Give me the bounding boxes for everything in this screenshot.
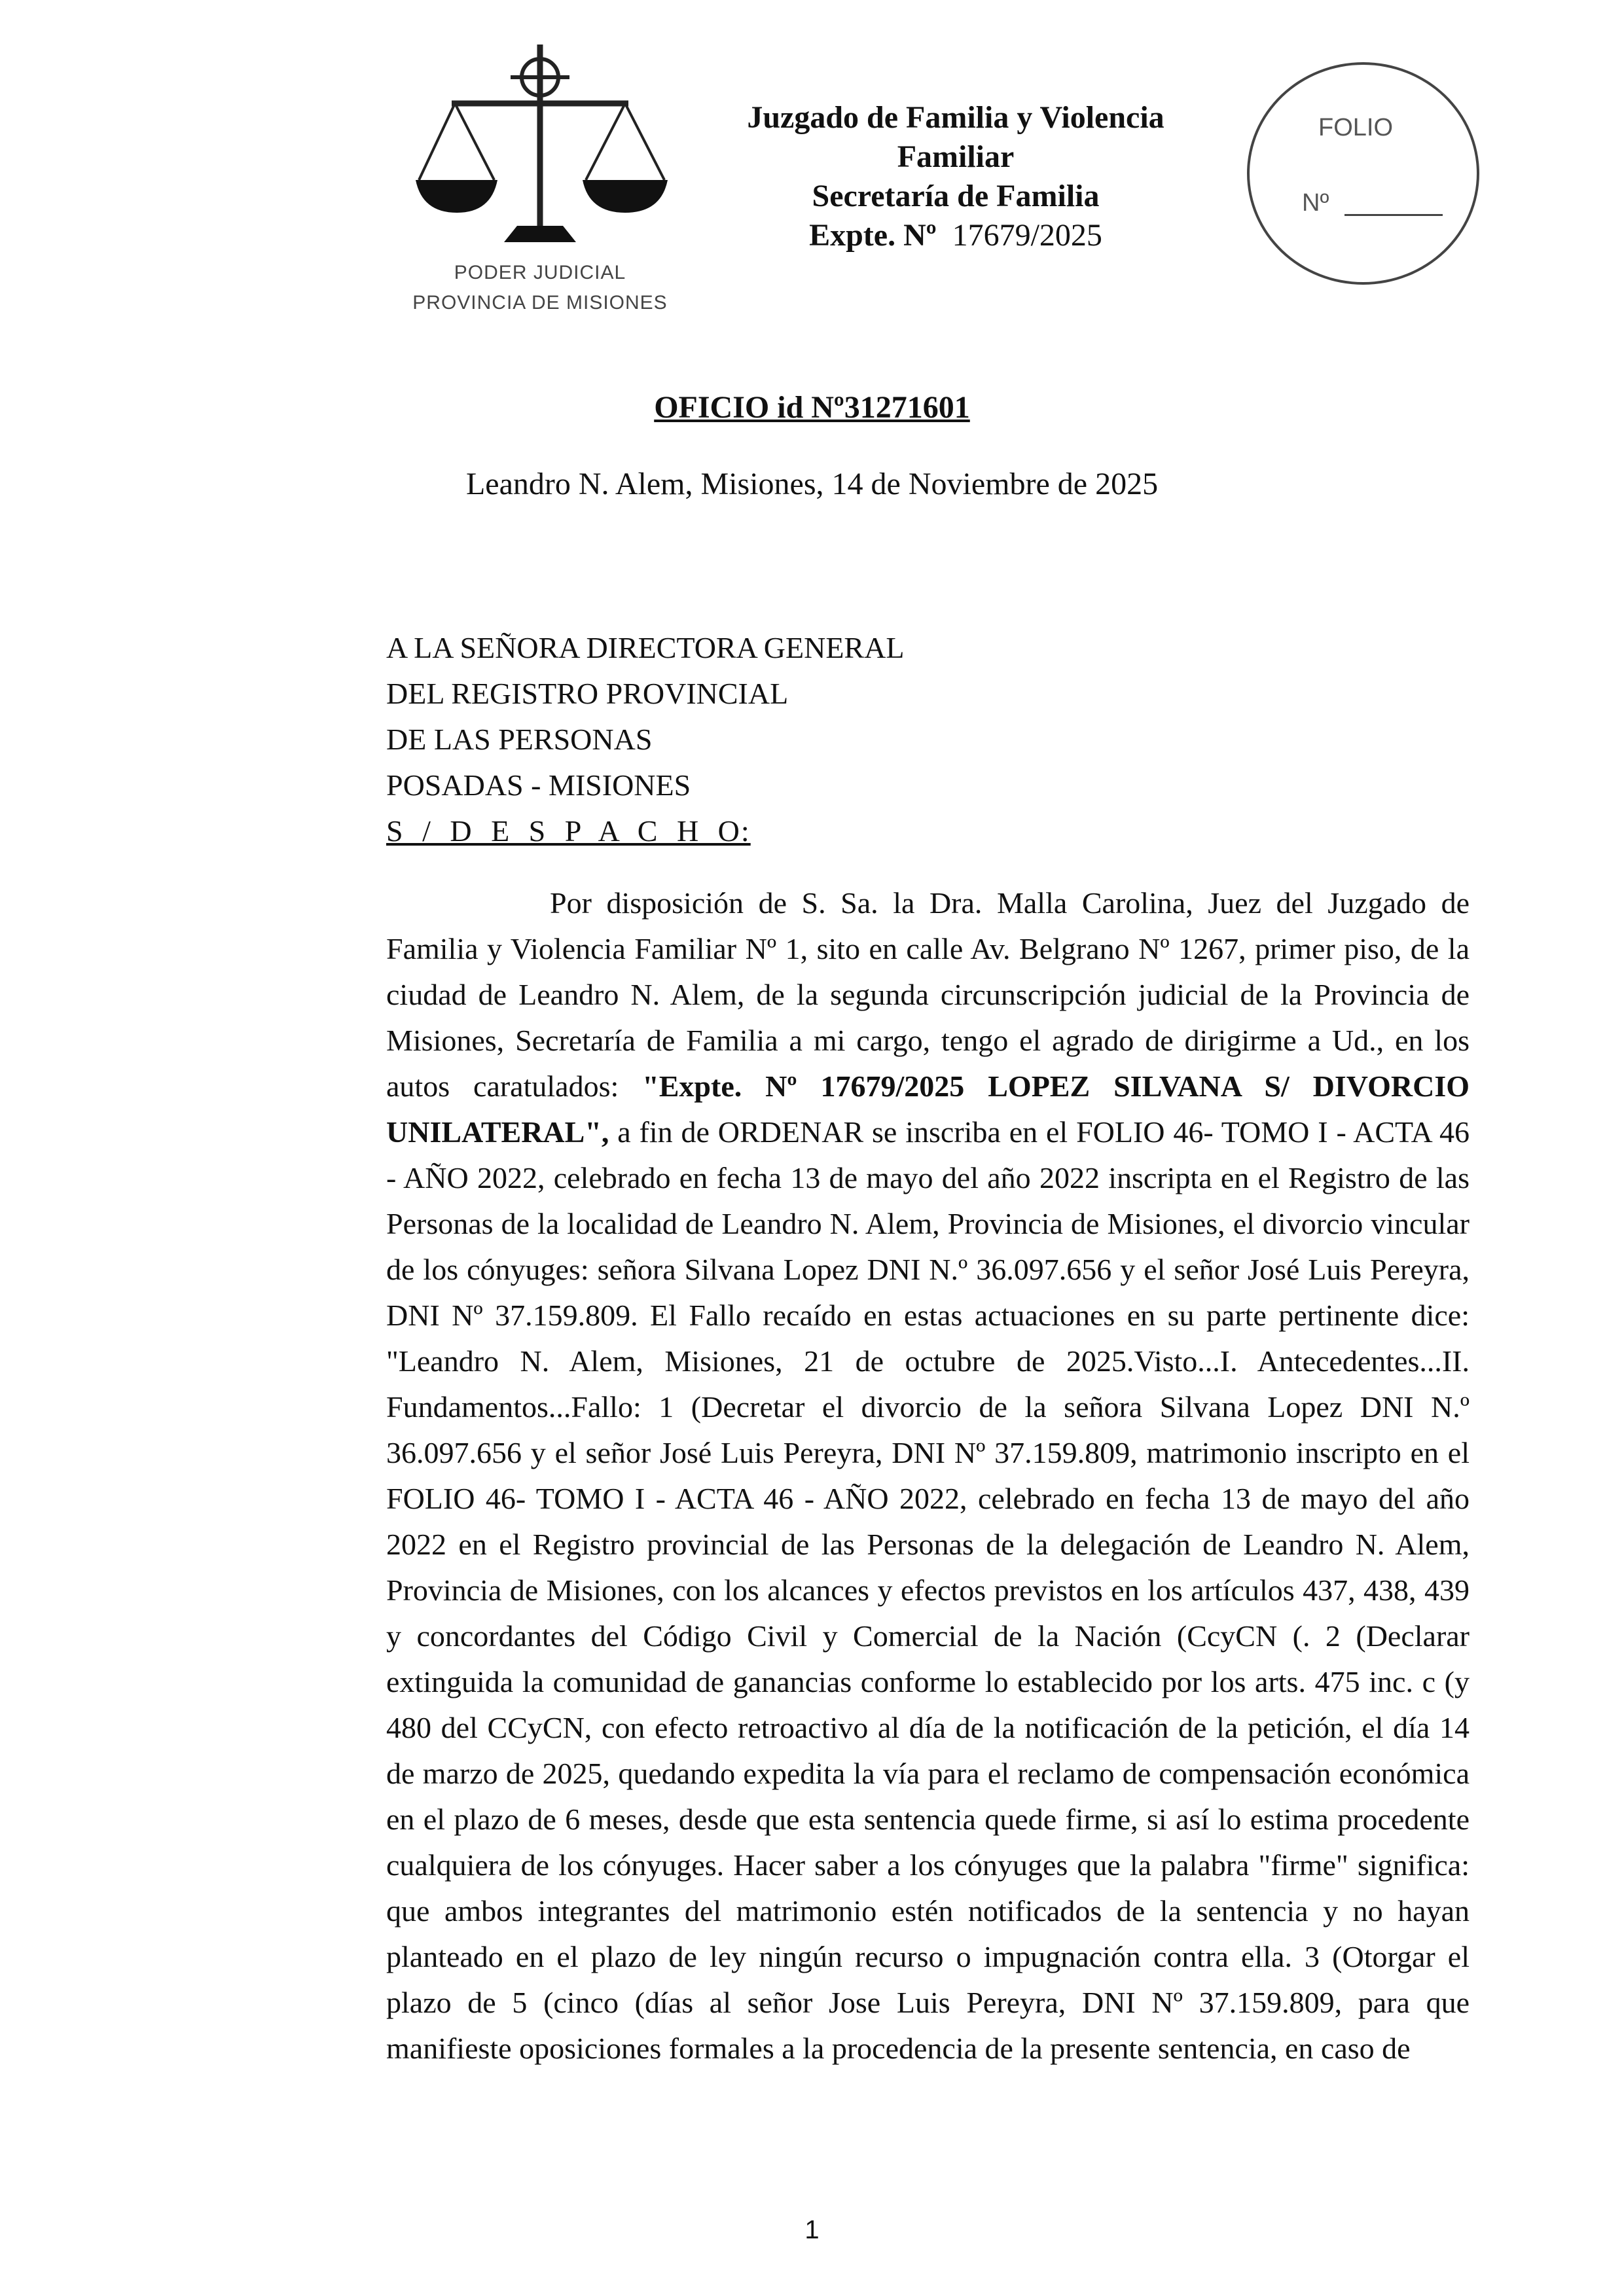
folio-number-blank [1344,214,1443,216]
folio-label: FOLIO [1318,114,1394,141]
place-date: Leandro N. Alem, Misiones, 14 de Noviembre de 2025 [465,467,1159,501]
folio-stamp [1247,62,1479,285]
expte-label: Expte. Nº [809,218,937,253]
logo-text-provincia: PROVINCIA DE MISIONES [412,292,668,314]
logo-text-poder-judicial: PODER JUDICIAL [454,262,626,283]
addressee-line: A LA SEÑORA DIRECTORA GENERAL [386,631,905,664]
despacho-line: S / D E S P A C H O: [386,814,751,848]
court-name-line1: Juzgado de Familia y Violencia [747,100,1164,135]
court-name-line2: Familiar [897,139,1015,174]
court-header [687,98,1224,255]
expte-line [687,216,1224,255]
body-text-part1: Por disposición de S. Sa. la Dra. Malla Carolina, Juez del Juzgado de Familia y Violencia Familiar Nº 1, sito en calle Av. Belgrano Nº 1267, primer piso, de la ciudad de Leandro N. Alem, de la segunda circunscripción judicial de la Provincia de Misiones, Secretaría de Familia a mi cargo, tengo el agrado de dirigirme a Ud., en los autos caratulados: [386,886,1470,1103]
case-title: "Expte. Nº 17679/2025 LOPEZ SILVANA S/ DIVORCIO UNILATERAL", [386,1069,1470,1149]
body-paragraph [386,880,1470,2072]
addressee-line: POSADAS - MISIONES [386,768,691,802]
addressee-line: DEL REGISTRO PROVINCIAL [386,677,789,710]
body-text-part2: a fin de ORDENAR se inscriba en el FOLIO 46- TOMO I - ACTA 46 - AÑO 2022, celebrado en fecha 13 de mayo del año 2022 inscripta en el Registro de las Personas de la localidad de Leandro N. Alem, Provincia de Misiones, el divorcio vincular de los cónyuges: señora Silvana Lopez DNI N.º 36.097.656 y el señor José Luis Pereyra, DNI Nº 37.159.809. El Fallo recaído en estas actuaciones en su parte pertinente dice: "Leandro N. Alem, Misiones, 21 de octubre de 2025.Visto...I. Antecedentes...II. Fundamentos...Fallo: 1 (Decretar el divorcio de la señora Silvana Lopez DNI N.º 36.097.656 y el señor José Luis Pereyra, DNI Nº 37.159.809, matrimonio inscripto en el FOLIO 46- TOMO I - ACTA 46 - AÑO 2022, celebrado en fecha 13 de mayo del año 2022 en el Registro provincial de las Personas de la delegación de Leandro N. Alem, Provincia de Misiones, con los alcances y efectos previstos en los artículos 437, 438, 439 y concordantes del Código Civil y Comercial de la Nación (CcyCN (. 2 (Declarar extinguida la comunidad de ganancias conforme lo establecido por los arts. 475 inc. c (y 480 del CCyCN, con efecto retroactivo al día de la notificación de la petición, el día 14 de marzo de 2025, quedando expedita la vía para el reclamo de compensación económica en el plazo de 6 meses, desde que esta sentencia quede firme, si así lo estima procedente cualquiera de los cónyuges. Hacer saber a los cónyuges que la palabra "firme" significa: que ambos integrantes del matrimonio estén notificados de la sentencia y no hayan planteado en el plazo de ley ningún recurso o impugnación contra ella. 3 (Otorgar el plazo de 5 (cinco (días al señor Jose Luis Pereyra, DNI Nº 37.159.809, para que manifieste oposiciones formales a la procedencia de la presente sentencia, en caso de [386,1115,1470,2065]
scales-of-justice-icon [406,39,674,262]
folio-number-label: Nº [1302,189,1329,217]
oficio-title: OFICIO id Nº31271601 [654,390,970,425]
page-number: 1 [804,2215,820,2244]
addressee-block [386,625,904,854]
secretaria-name: Secretaría de Familia [812,179,1100,213]
court-logo [406,39,674,314]
addressee-line: DE LAS PERSONAS [386,723,653,756]
expte-number: 17679/2025 [952,218,1102,253]
